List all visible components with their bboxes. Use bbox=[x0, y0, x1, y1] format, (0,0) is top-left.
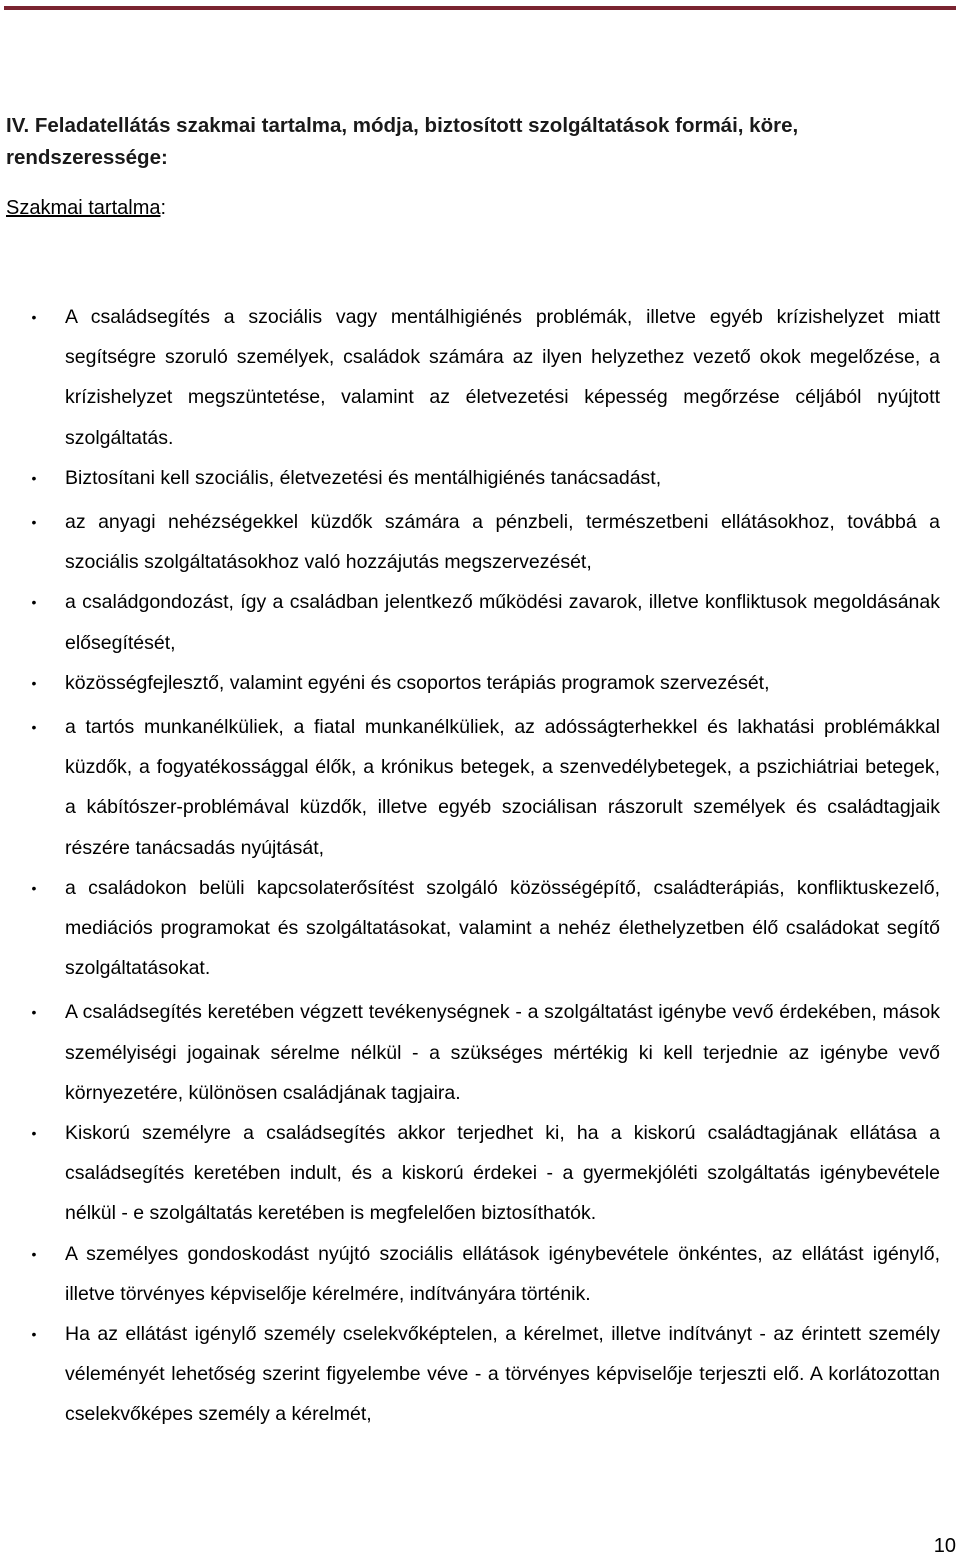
list-item bbox=[0, 458, 940, 498]
list-item-text: A családsegítés a szociális vagy mentálhigiénés problémák, illetve egyéb krízishelyzet miatt segítségre szoruló személyek, családok számára az ilyen helyzethez vezető okok megelőzése, a krízishelyzet megszüntetése, valamint az életvezetési képesség megőrzése céljából nyújtott szolgáltatás. bbox=[65, 306, 940, 449]
subheading bbox=[6, 192, 166, 224]
bullet-icon: • bbox=[31, 514, 37, 531]
list-item bbox=[0, 1314, 940, 1435]
list-item bbox=[0, 1113, 940, 1234]
bullet-icon: • bbox=[31, 674, 37, 691]
subheading-suffix: : bbox=[160, 197, 167, 219]
bullet-icon: • bbox=[31, 1004, 37, 1021]
bullet-icon: • bbox=[31, 1326, 37, 1343]
bullet-icon: • bbox=[31, 719, 37, 736]
list-item bbox=[0, 663, 940, 703]
bullet-list bbox=[0, 297, 960, 1435]
bullet-icon: • bbox=[31, 594, 37, 611]
list-item-text: A személyes gondoskodást nyújtó szociális ellátások igénybevétele önkéntes, az ellátást igénylő, illetve törvényes képviselője kérelmére, indítványára történik. bbox=[65, 1242, 940, 1305]
list-item bbox=[0, 297, 940, 458]
list-item bbox=[0, 992, 940, 1113]
list-item-text: a családokon belüli kapcsolaterősítést szolgáló közösségépítő, családterápiás, konfliktuskezelő, mediációs programokat és szolgáltatásokat, valamint a nehéz élethelyzetben élő családokat segítő szolgáltatásokat. bbox=[65, 876, 940, 980]
list-item bbox=[0, 1234, 940, 1314]
list-item-text: a tartós munkanélküliek, a fiatal munkanélküliek, az adósságterhekkel és lakhatási problémákkal küzdők, a fogyatékossággal élők, a krónikus betegek, a szenvedélybetegek, a pszichiátriai betegek, a kábítószer-problémával küzdők, illetve egyéb szociálisan rászorult személyek és családtagjaik részére tanácsadás nyújtását, bbox=[65, 716, 940, 859]
page-number: 10 bbox=[933, 1535, 956, 1557]
list-item-text: A családsegítés keretében végzett tevékenységnek - a szolgáltatást igénybe vevő érdekében, mások személyiségi jogainak sérelme nélkül - a szükséges mértékig ki kell terjednie az igénybe vevő környezetére, különösen családjának tagjaira. bbox=[65, 1001, 940, 1104]
list-item-text: Ha az ellátást igénylő személy cselekvőképtelen, a kérelmet, illetve indítványt - az érintett személy véleményét lehetőség szerint figyelembe véve - a törvényes képviselője terjeszti elő. A korlátozottan cselekvőképes személy a kérelmét, bbox=[65, 1323, 940, 1426]
list-item bbox=[0, 868, 940, 989]
list-item-text: közösségfejlesztő, valamint egyéni és csoportos terápiás programok szervezését, bbox=[65, 671, 770, 694]
list-item-text: a családgondozást, így a családban jelentkező működési zavarok, illetve konfliktusok megoldásának elősegítését, bbox=[65, 591, 940, 654]
list-item-text: Biztosítani kell szociális, életvezetési és mentálhigiénés tanácsadást, bbox=[65, 466, 662, 489]
list-item bbox=[0, 502, 940, 582]
top-border-rule bbox=[4, 6, 956, 10]
list-item bbox=[0, 582, 940, 662]
subheading-label: Szakmai tartalma bbox=[6, 197, 161, 219]
section-heading: IV. Feladatellátás szakmai tartalma, módja, biztosított szolgáltatások formái, köre, rendszeressége: bbox=[6, 114, 799, 169]
bullet-icon: • bbox=[31, 309, 37, 325]
list-item-text: Kiskorú személyre a családsegítés akkor terjedhet ki, ha a kiskorú családtagjának ellátása a családsegítés keretében indult, és a kiskorú érdekei - a gyermekjóléti szolgáltatás igénybevétele nélkül - e szolgáltatás keretében is megfelelően biztosíthatók. bbox=[65, 1122, 940, 1225]
list-item bbox=[0, 707, 940, 868]
bullet-icon: • bbox=[31, 469, 37, 486]
bullet-icon: • bbox=[31, 1125, 37, 1142]
list-item-text: az anyagi nehézségekkel küzdők számára a pénzbeli, természetbeni ellátásokhoz, továbbá a szociális szolgáltatásokhoz való hozzájutás megszervezését, bbox=[65, 511, 940, 574]
bullet-icon: • bbox=[31, 879, 37, 896]
bullet-icon: • bbox=[31, 1245, 37, 1262]
